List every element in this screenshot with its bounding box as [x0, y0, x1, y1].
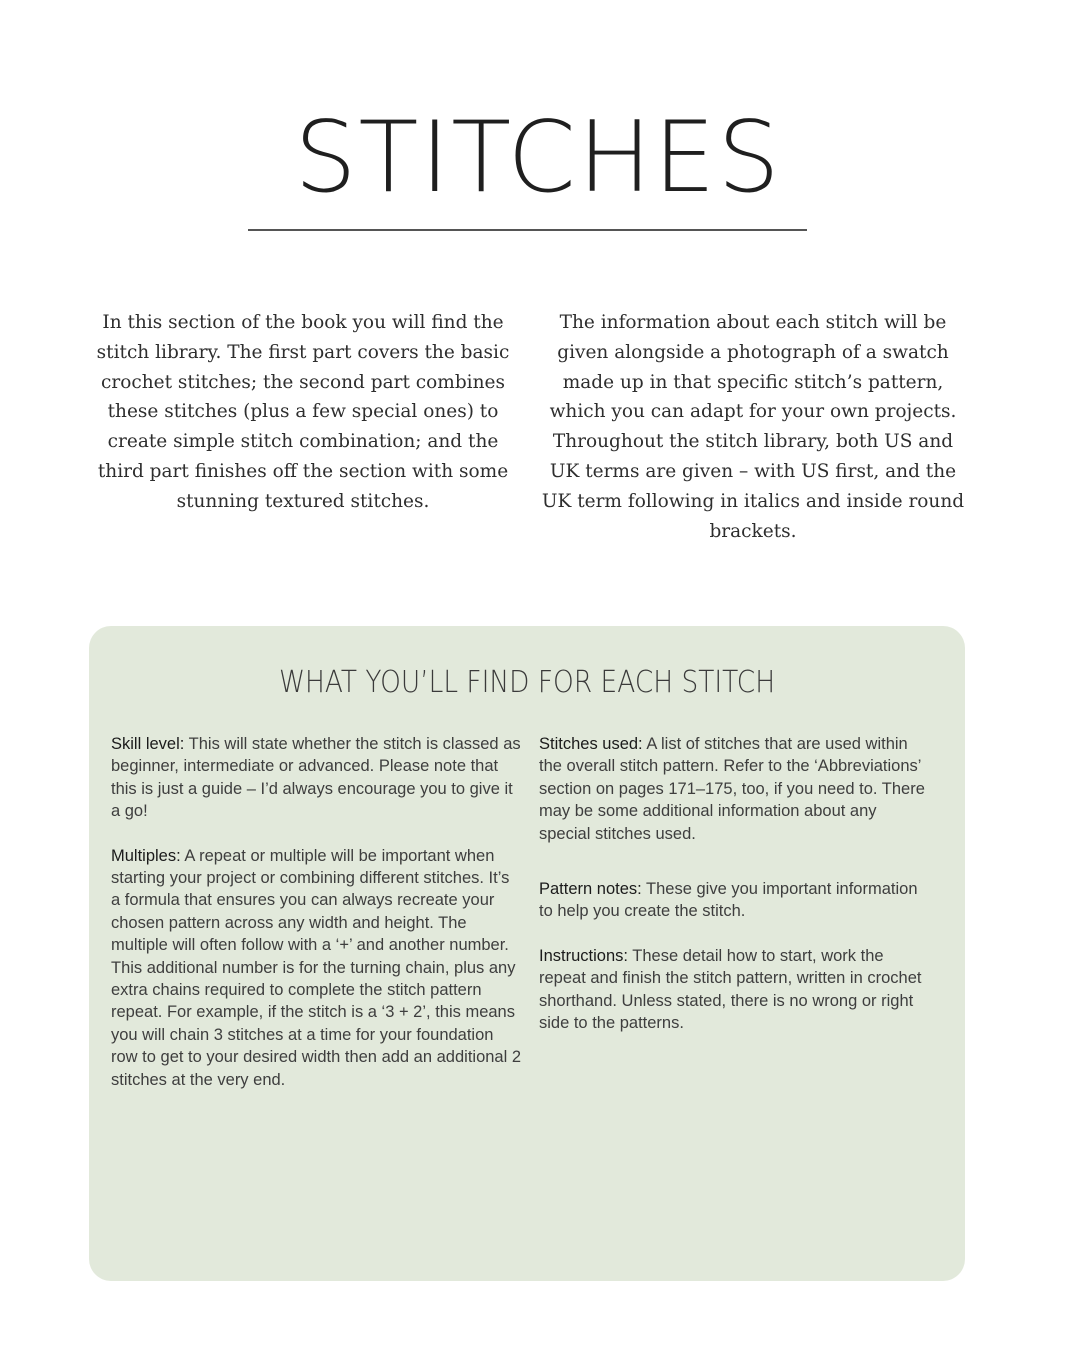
title-divider — [248, 229, 807, 231]
info-text: These give you important information to help you create the stitch. — [539, 880, 918, 921]
info-label: Skill level: — [111, 735, 185, 753]
intro-paragraph-left: In this section of the book you will find the stitch library. The first part covers the basic crochet stitches; the second part combines these stitches (plus a few special ones) to create simple stitch combination; and the third part finishes off the section with some stunning textured stitches. — [96, 312, 510, 512]
info-column-right — [539, 733, 929, 1056]
info-label: Pattern notes: — [539, 880, 642, 899]
info-text: These detail how to start, work the repeat and finish the stitch pattern, written in crochet shorthand. Unless stated, there is no wrong or right side to the patterns. — [539, 946, 922, 1033]
info-text: A list of stitches that are used within the overall stitch pattern. Refer to the ‘Abbreviations’ section on pages 171–175, too, if you need to. There may be some additional information about any special stitches used. — [539, 735, 925, 843]
info-box-title: WHAT YOU’LL FIND FOR EACH STITCH — [278, 665, 776, 700]
info-text: A repeat or multiple will be important when starting your project or combining different stitches. It’s a formula that ensures you can always recreate your chosen pattern across any width and height. The multiple will often follow with a ‘+’ and another number. This additional number is for the turning chain, plus any extra chains required to complete the stitch pattern repeat. For example, if the stitch is a ‘3 + 2’, this means you will chain 3 stitches at a time for your foundation row to get to your desired width then add an additional 2 stitches at the very end. — [111, 846, 522, 1089]
info-label: Stitches used: — [539, 735, 643, 753]
info-item-instructions — [539, 945, 929, 1035]
info-label: Instructions: — [539, 946, 628, 965]
page-title: STITCHES — [294, 101, 782, 215]
intro-paragraph-right: The information about each stitch will be given alongside a photograph of a swatch made up in that specific stitch’s pattern, which you can adapt for your own projects. Throughout the stitch library, both US and UK terms are given – with US first, and the UK term following in italics and inside round brackets. — [541, 312, 965, 542]
info-item-pattern-notes — [539, 878, 929, 923]
info-item-stitches-used — [539, 733, 929, 845]
info-label: Multiples: — [111, 846, 181, 865]
info-column-left — [111, 733, 523, 1113]
info-item-skill-level — [111, 733, 523, 823]
info-text: This will state whether the stitch is classed as beginner, intermediate or advanced. Please note that this is just a guide – I’d always encourage you to give it a go! — [111, 735, 521, 821]
info-item-multiples — [111, 845, 523, 1091]
